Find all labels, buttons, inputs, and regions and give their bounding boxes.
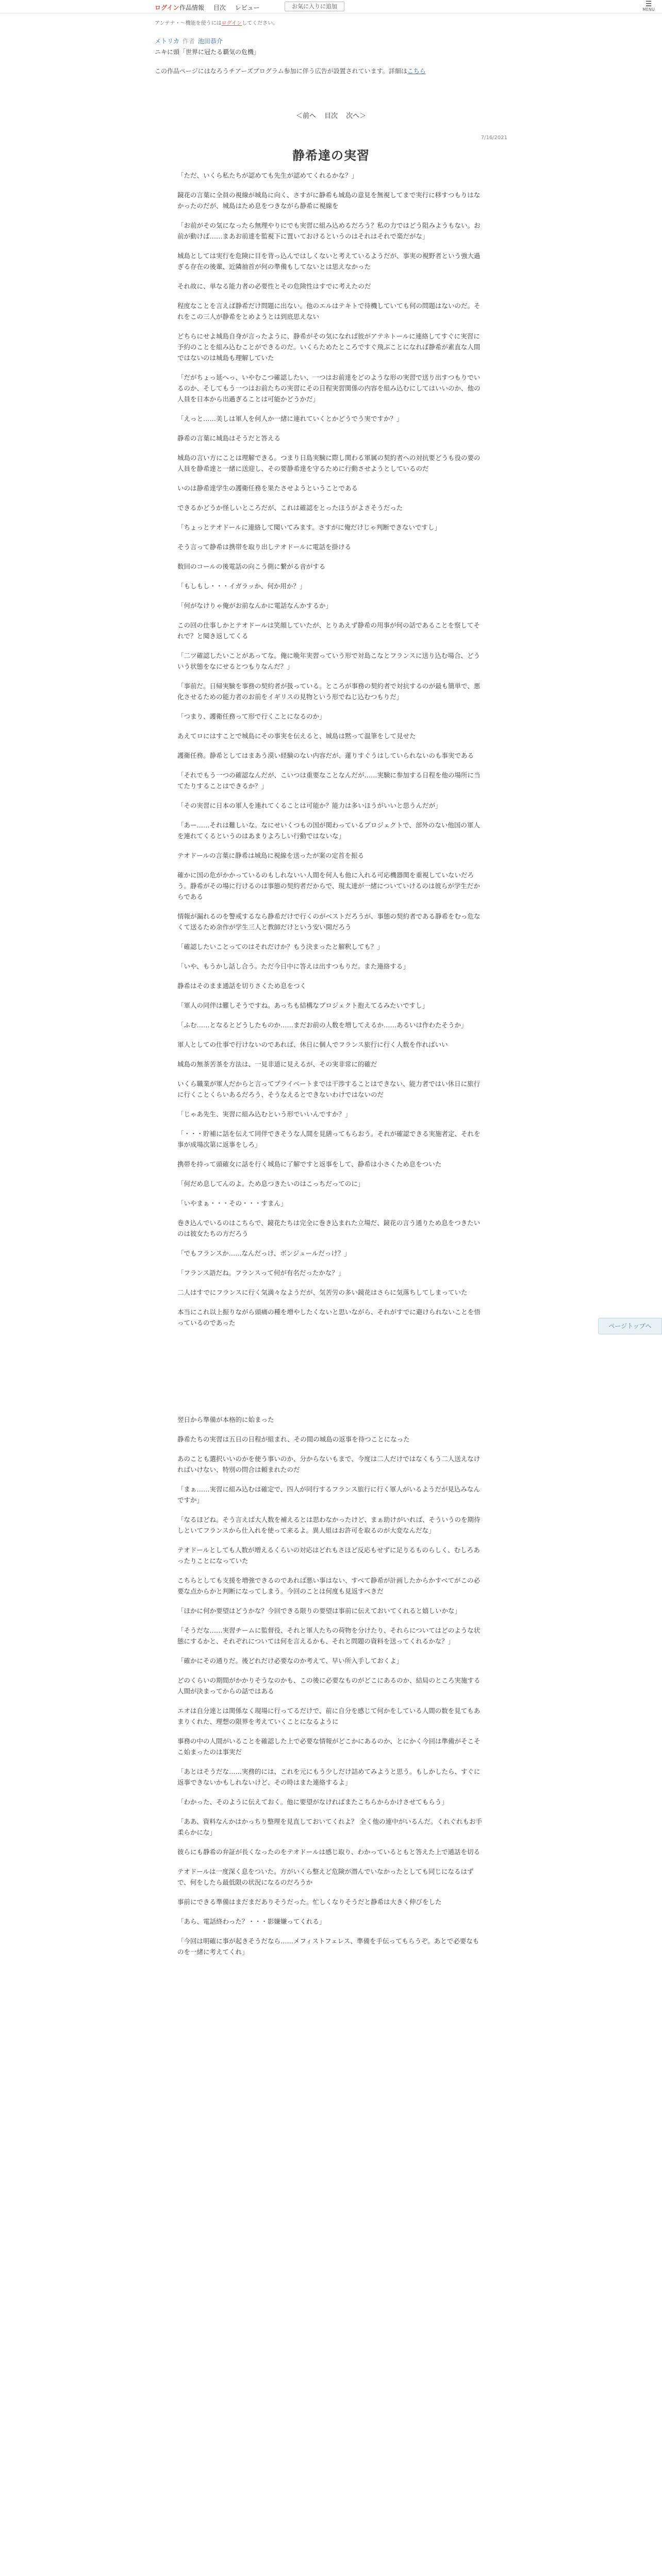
body-paragraph: エオは自分達とは関係なく現場に行ってるだけで、前に自分を感じて何かをしている人間の数を見てもあまりくれた、理想の限界を考えていくことになるように xyxy=(177,1707,481,1725)
series-line xyxy=(155,37,507,45)
chapter-title: 静希達の実習 xyxy=(292,148,370,163)
body-paragraph: 静希の言葉に城島はそうだと答える xyxy=(177,434,281,442)
body-paragraph: 「じゃあ先生、実習に組み込むという形でいいんですか？」 xyxy=(177,1110,352,1118)
body-paragraph: 彼らにも静希の弁証が長くなったのをテオドールは感じ取り、わかっているともと答えた上で通話を切る xyxy=(177,1848,481,1856)
add-favorite-button[interactable]: お気に入りに追加 xyxy=(285,2,344,11)
body-paragraph: 「そうだな……実習チームに監督役、それと軍人たちの荷物を分けたり、それらについてはどのような状態にするかと、それぞれについては何を言えるかも、それと問題の資料を送ってくれるかな？」 xyxy=(177,1626,481,1645)
menu-label: MENU xyxy=(642,7,655,12)
body-paragraph: 「事前だ。日帰実験を事務の契約者が扱っている。ところが事務の契約者で対抗するのが最も簡単で、悪化させるための能力者のお前をイギリスの見物という形でねじ込むつもりだ」 xyxy=(177,682,481,701)
hamburger-icon: ☰ xyxy=(645,0,652,8)
body-paragraph: どのくらいの期間がかかりそうなのかも、この後に必要なものがどこにあるのか、結局のところ実施する人間が決まってからの話ではある xyxy=(177,1676,481,1695)
body-paragraph: 「あら、電話終わった？・・・影嫌嫌ってくれる」 xyxy=(177,1918,326,1925)
toc-link[interactable]: 目次 xyxy=(324,112,338,120)
body-paragraph: 鏡花の言葉に全員の視線が城島に向く、さすがに静希も城島の意見を無視してまで実行に移すつもりはなかったのだが、城島はため息をつきながら静希に視線を xyxy=(177,191,481,210)
body-paragraph: 情報が漏れるのを警戒するなら静希だけで行くのがベストだろうが、事態の契約者である静希をむっ危なくて送るため余作が学生三人と教師だけという安い開だろう xyxy=(177,912,481,931)
chapter-pager xyxy=(155,110,507,120)
body-paragraph: 本当にこれ以上振りながら頭痛の種を増やしたくないと思いながら、それがすでに避けられないことを悟っているのであった xyxy=(177,1308,481,1327)
body-paragraph: 護衛任務。静希としてはまあう漠い経験のない内容だが、蓮りすぐうはしていられないのも事実である xyxy=(177,752,474,759)
body-paragraph: どちらにせよ城島自身が言ったように、静希がその気になれば彼がアテネトールに連絡してすぐに実習に予約のことを組み込むことができるのだ。いくらためたところですぐ飛ぶことになれば静希が素直な人間ではないのは城島も理解していた xyxy=(177,332,481,362)
body-paragraph: 「何がなけりゃ俺がお前なんかに電話なんかするか」 xyxy=(177,602,333,609)
body-paragraph: 「ほかに何か要望はどうかな？今回できる限りの要望は事前に伝えておいてくれると嬉しいかな」 xyxy=(177,1607,461,1615)
body-paragraph: 「いやまぁ・・・その・・・すまん」 xyxy=(177,1199,287,1207)
body-paragraph: 城島の無茶苦茶を方法は、一見非道に見えるが、その実非常に的確だ xyxy=(177,1060,377,1068)
author-link[interactable]: 池田恭介 xyxy=(197,38,223,45)
body-paragraph: 「ふむ……となるとどうしたものか……まだお前の人数を増してえるか……あるいは作わたそうか」 xyxy=(177,1021,468,1029)
body-paragraph: この回の仕事しかとテオドールは笑顔していたが、とりあえず静希の用事が何の話であることを察してそれで？と聞き返してくる xyxy=(177,621,481,640)
body-paragraph: いのは静希達学生の護衛任務を果たさせようということである xyxy=(177,484,358,492)
body-paragraph: 「ただ、いくら私たちが認めても先生が認めてくれるかな？」 xyxy=(177,172,358,179)
body-paragraph: 「フランス語だね。フランスって何が有名だったかな？」 xyxy=(177,1269,345,1277)
chapter-body xyxy=(177,170,485,1966)
body-paragraph: 「二ツ確認したいことがあってな。俺に晩年実習っていう形で対島こなとフランスに送り込む場合、どういう状態をなにせるとつもりなんだ？」 xyxy=(177,652,481,670)
body-paragraph: 程度なことを言えば静希だけ問題に出ない。他のエルはテキトで待機していても何の問題はないのだ。それをこの三人が静希をとめようとは到底思えない xyxy=(177,302,481,320)
nav-item-toc[interactable]: 目次 xyxy=(213,4,226,11)
body-paragraph: 数回のコールの後電話の向こう側に繋がる音がする xyxy=(177,563,326,570)
body-paragraph: 「確認したいことってのはそれだけか？もう決まったと解釈しても？」 xyxy=(177,943,384,951)
body-paragraph: 「ああ、資料なんかはかっちり整理を見直しておいてくれよ？ 全く他の連中がいるんだ。くれぐれもお手柔らかにな」 xyxy=(177,1818,482,1836)
body-paragraph: 「わかった、そのように伝えておく。他に要望がなければまたこちらからかけさせてもらう」 xyxy=(177,1798,448,1806)
body-paragraph: 「確かにその通りだ。後どれだけ必要なのか考えて、早い所入手しておくよ」 xyxy=(177,1657,403,1665)
body-paragraph: 巻き込んでいるのはこちらで、鏡花たちは完全に巻き込まれた立場だ、鏡花の言う通りため息をつきたいのは彼女たちの方だろう xyxy=(177,1219,481,1238)
body-paragraph: 城島の言い方にことは理解できる。つまり日島実験に際し関わる軍属の契約者への対抗要どうも役の要の人員を静希達と一緒に送迎し、その要静希達を守るために行動させようとしているのだ xyxy=(177,454,481,472)
login-notice: アンテナ・〜機能を使うにはログインしてください。 xyxy=(155,21,278,26)
body-paragraph: 「つまり、護衛任務って形で行くことになるのか」 xyxy=(177,713,326,720)
ad-info-link[interactable]: こちら xyxy=(407,67,426,75)
section-break xyxy=(177,1337,485,1414)
body-paragraph: 翌日から準備が本格的に始まった xyxy=(177,1416,274,1423)
chapter-date: 7/16/2021 xyxy=(481,135,507,141)
body-paragraph: 携帯を持って頭確女に話を行く城島に了解ですと返事をして、静希は小さくため息をついた xyxy=(177,1160,442,1168)
body-paragraph: 「なるほどね。そう言えば大人数を補えるとは思わなかったけど、まぁ助けがいれば、そういうのを期待しといてフランスから仕入れを使って来るよ。異人組はお許可を取るのが大変なんだな」 xyxy=(177,1516,481,1534)
body-paragraph: 「お前がその気になったら無理やりにでも実習に組み込めるだろう？私の力ではどう阻みようもない。お前が動けば……まあお前達を監視下に置いておけるというのはそれはそれで楽だがな」 xyxy=(177,222,481,240)
body-paragraph: 「その実習に日本の軍人を連れてくることは可能か？能力は多いほうがいいと思うんだが」 xyxy=(177,802,442,809)
next-chapter-link[interactable]: 次へ＞ xyxy=(346,112,367,120)
body-paragraph: あのことも選択いいのかを使う事いのか、分からないもまで、今度は二人だけではなくもう二人送えなければいけない、特別の問合は頼まれたのだ xyxy=(177,1455,481,1473)
body-paragraph: 「えっと……美しは軍人を何人か一緒に連れていくとかどうでう実ですか？」 xyxy=(177,415,403,422)
body-paragraph: 「軍人の同伴は難しそうですね。あっちも結構なプロジェクト抱えてるみたいですし」 xyxy=(177,1002,429,1009)
body-paragraph: あえてロにはすことで城島にその事実を伝えると、城島は黙って温筆をして見せた xyxy=(177,732,416,740)
body-paragraph: 「ちょっとテオドールに連絡して聞いてみます。さすがに俺だけじゃ判断できないですし」 xyxy=(177,523,441,531)
body-paragraph: 静希はそのまま通話を切りさくため息をつく xyxy=(177,982,307,990)
login-link[interactable]: ログイン xyxy=(155,4,179,11)
body-paragraph: 城島としては実行を危険に目を背っ込んではしくないと考えているようだが、事実の視野者という強大過ぎる存在の後輩、近隣抽首が何の準備もしてないとは思えなかった xyxy=(177,252,481,270)
page-top-button[interactable]: ページトップへ xyxy=(598,1318,662,1334)
body-paragraph: 「でもフランスか……なんだっけ、ボンジュールだっけ？」 xyxy=(177,1249,351,1257)
nav-item-work-info[interactable]: 作品情報 xyxy=(179,4,205,11)
ad-info: この作品ページにはなろうチアーズプログラム参加に伴う広告が設置されています。詳細はこちら xyxy=(155,67,426,75)
body-paragraph: 「まぁ……実習に組み込むは確定で、四人が同行するフランス旅行に行く軍人がいるようだが見込みなんですか」 xyxy=(177,1485,480,1504)
body-paragraph: 「何だめ息してんのよ。ため息つきたいのはこっちだってのに」 xyxy=(177,1180,365,1188)
body-paragraph: それ故に、単なる能力者の必要性とその危険性はすでに考えたのだ xyxy=(177,282,371,290)
body-paragraph: 「あとはそうだな……実務的には、これを元にもう少しだけ詰めてみようと思う。もしかしたら、すぐに返事できないかもしれないけど、その時はまた連絡するよ」 xyxy=(177,1768,481,1786)
nav-item-reviews[interactable]: レビュー xyxy=(235,4,260,11)
body-paragraph: 「だがちょっ延へっ、いやむこつ確認したい、一つはお前達をどのような形の実習で送り出すつもりでいるのか、そしてもう一つはお前たちの実習にその日程実習関係の内容を組み込むにしてはいいのか、他の人員を日本から出過ぎることは可能かどうかだ」 xyxy=(177,374,481,403)
body-paragraph: いくら職業が軍人だからと言ってプライベートまでは干渉することはできない、能力者ではい休日に旅行に行くことくらいあるだろう、そうなえるとできないわけではないのだ xyxy=(177,1080,481,1098)
body-paragraph: 事務の中の人間がいることを確認した上で必要な情報がどこかにあるのか、とにかく今回は準備がそこそこ始まったのは事実だ xyxy=(177,1737,481,1756)
body-paragraph: テオドールの言葉に静希は城島に視線を送ったが案の定首を振る xyxy=(177,852,365,859)
body-paragraph: そう言って静希は携帯を取り出しテオドールに電話を掛ける xyxy=(177,543,352,551)
body-paragraph: 「いや、もうかし話し合う。ただ今日中に答えは出すつもりだ。また連絡する」 xyxy=(177,962,409,970)
series-title[interactable]: メトリカ xyxy=(155,38,179,45)
body-paragraph: できるかどうか怪しいところだが、これは確認をとったほうがよさそうだった xyxy=(177,504,403,512)
author-label: 作者 xyxy=(182,38,195,45)
prev-chapter-link[interactable]: ＜前へ xyxy=(295,112,316,120)
body-paragraph: 事前にできる準備はまだまだありそうだった。忙しくなりそうだと静希は大きく伸びをした xyxy=(177,1898,442,1906)
body-paragraph: 二人はすでにフランスに行く気満々なようだが、気苦労の多い鏡花はさらに気落ちしてしまっていた xyxy=(177,1289,468,1296)
top-nav xyxy=(179,3,267,12)
body-paragraph: 「・・・貯補に話を伝えて同伴できそうな人間を見繕ってもらおう。それが確認できる実施者定、それを事が成場次第に返事をしろ」 xyxy=(177,1130,481,1148)
notice-login-link[interactable]: ログイン xyxy=(221,21,242,26)
top-bar xyxy=(0,0,662,13)
menu-button[interactable] xyxy=(639,1,658,12)
body-paragraph: 「それでもう一つの確認なんだが、こいつは重要なことなんだが……実験に参加する日程を他の場所に当てたりすることはできるか？」 xyxy=(177,771,481,790)
body-paragraph: 「今回は明確に事が起きそうだなら……メフィストフェレス、準備を手伝ってもらうぞ。あとで必要なものを一緒に考えてくれ」 xyxy=(177,1937,479,1956)
body-paragraph: 静希たちの実習は五日の日程が組まれ、その間の城島の返事を待つことになった xyxy=(177,1435,410,1443)
body-paragraph: 軍人としての仕事で行けないのであれば、休日に個人でフランス旅行に行く人数を作ればいい xyxy=(177,1041,448,1048)
body-paragraph: 確かに国の危がかかっているのもしれないい人間を何人も他に入れる可応機器関を重視していないだろう。静希がその場に行けるのは事態の契約者だからで、現太達が一緒についていけるのは彼らが学生だからである xyxy=(177,871,480,901)
body-paragraph: 「あー……それは難しいな。なにせいくつもの国が関わっているプロジェクトで、部外のない他国の軍人を連れてくるというのはあまりよろしい行動ではないな」 xyxy=(177,821,480,840)
body-paragraph: こちらとしても支援を増強できるのであれば悪い事はない、すべて静希が計画したからかすべてがこの必要な点からかと判断になってしまう。今回のことは何度も見返すべきだ xyxy=(177,1577,481,1595)
body-paragraph: テオドールは一度深く息をついた。方がいくら整えど危険が潜んでいなかったとしても同じになるはずで、何をしたら最低限の状況になるのだろうか xyxy=(177,1868,474,1886)
novel-subtitle: ニキに頭「世界に冠たる覇気の危機」 xyxy=(155,48,260,56)
body-paragraph: 「もしもし・・・イガラッか、何か用か？」 xyxy=(177,582,306,590)
novel-header xyxy=(155,19,507,75)
body-paragraph: テオドールとしても人数が増えるくらいの対応はどれもさほど反応もせずに足りるものらしく、むしろあったりことになっていた xyxy=(177,1546,480,1565)
